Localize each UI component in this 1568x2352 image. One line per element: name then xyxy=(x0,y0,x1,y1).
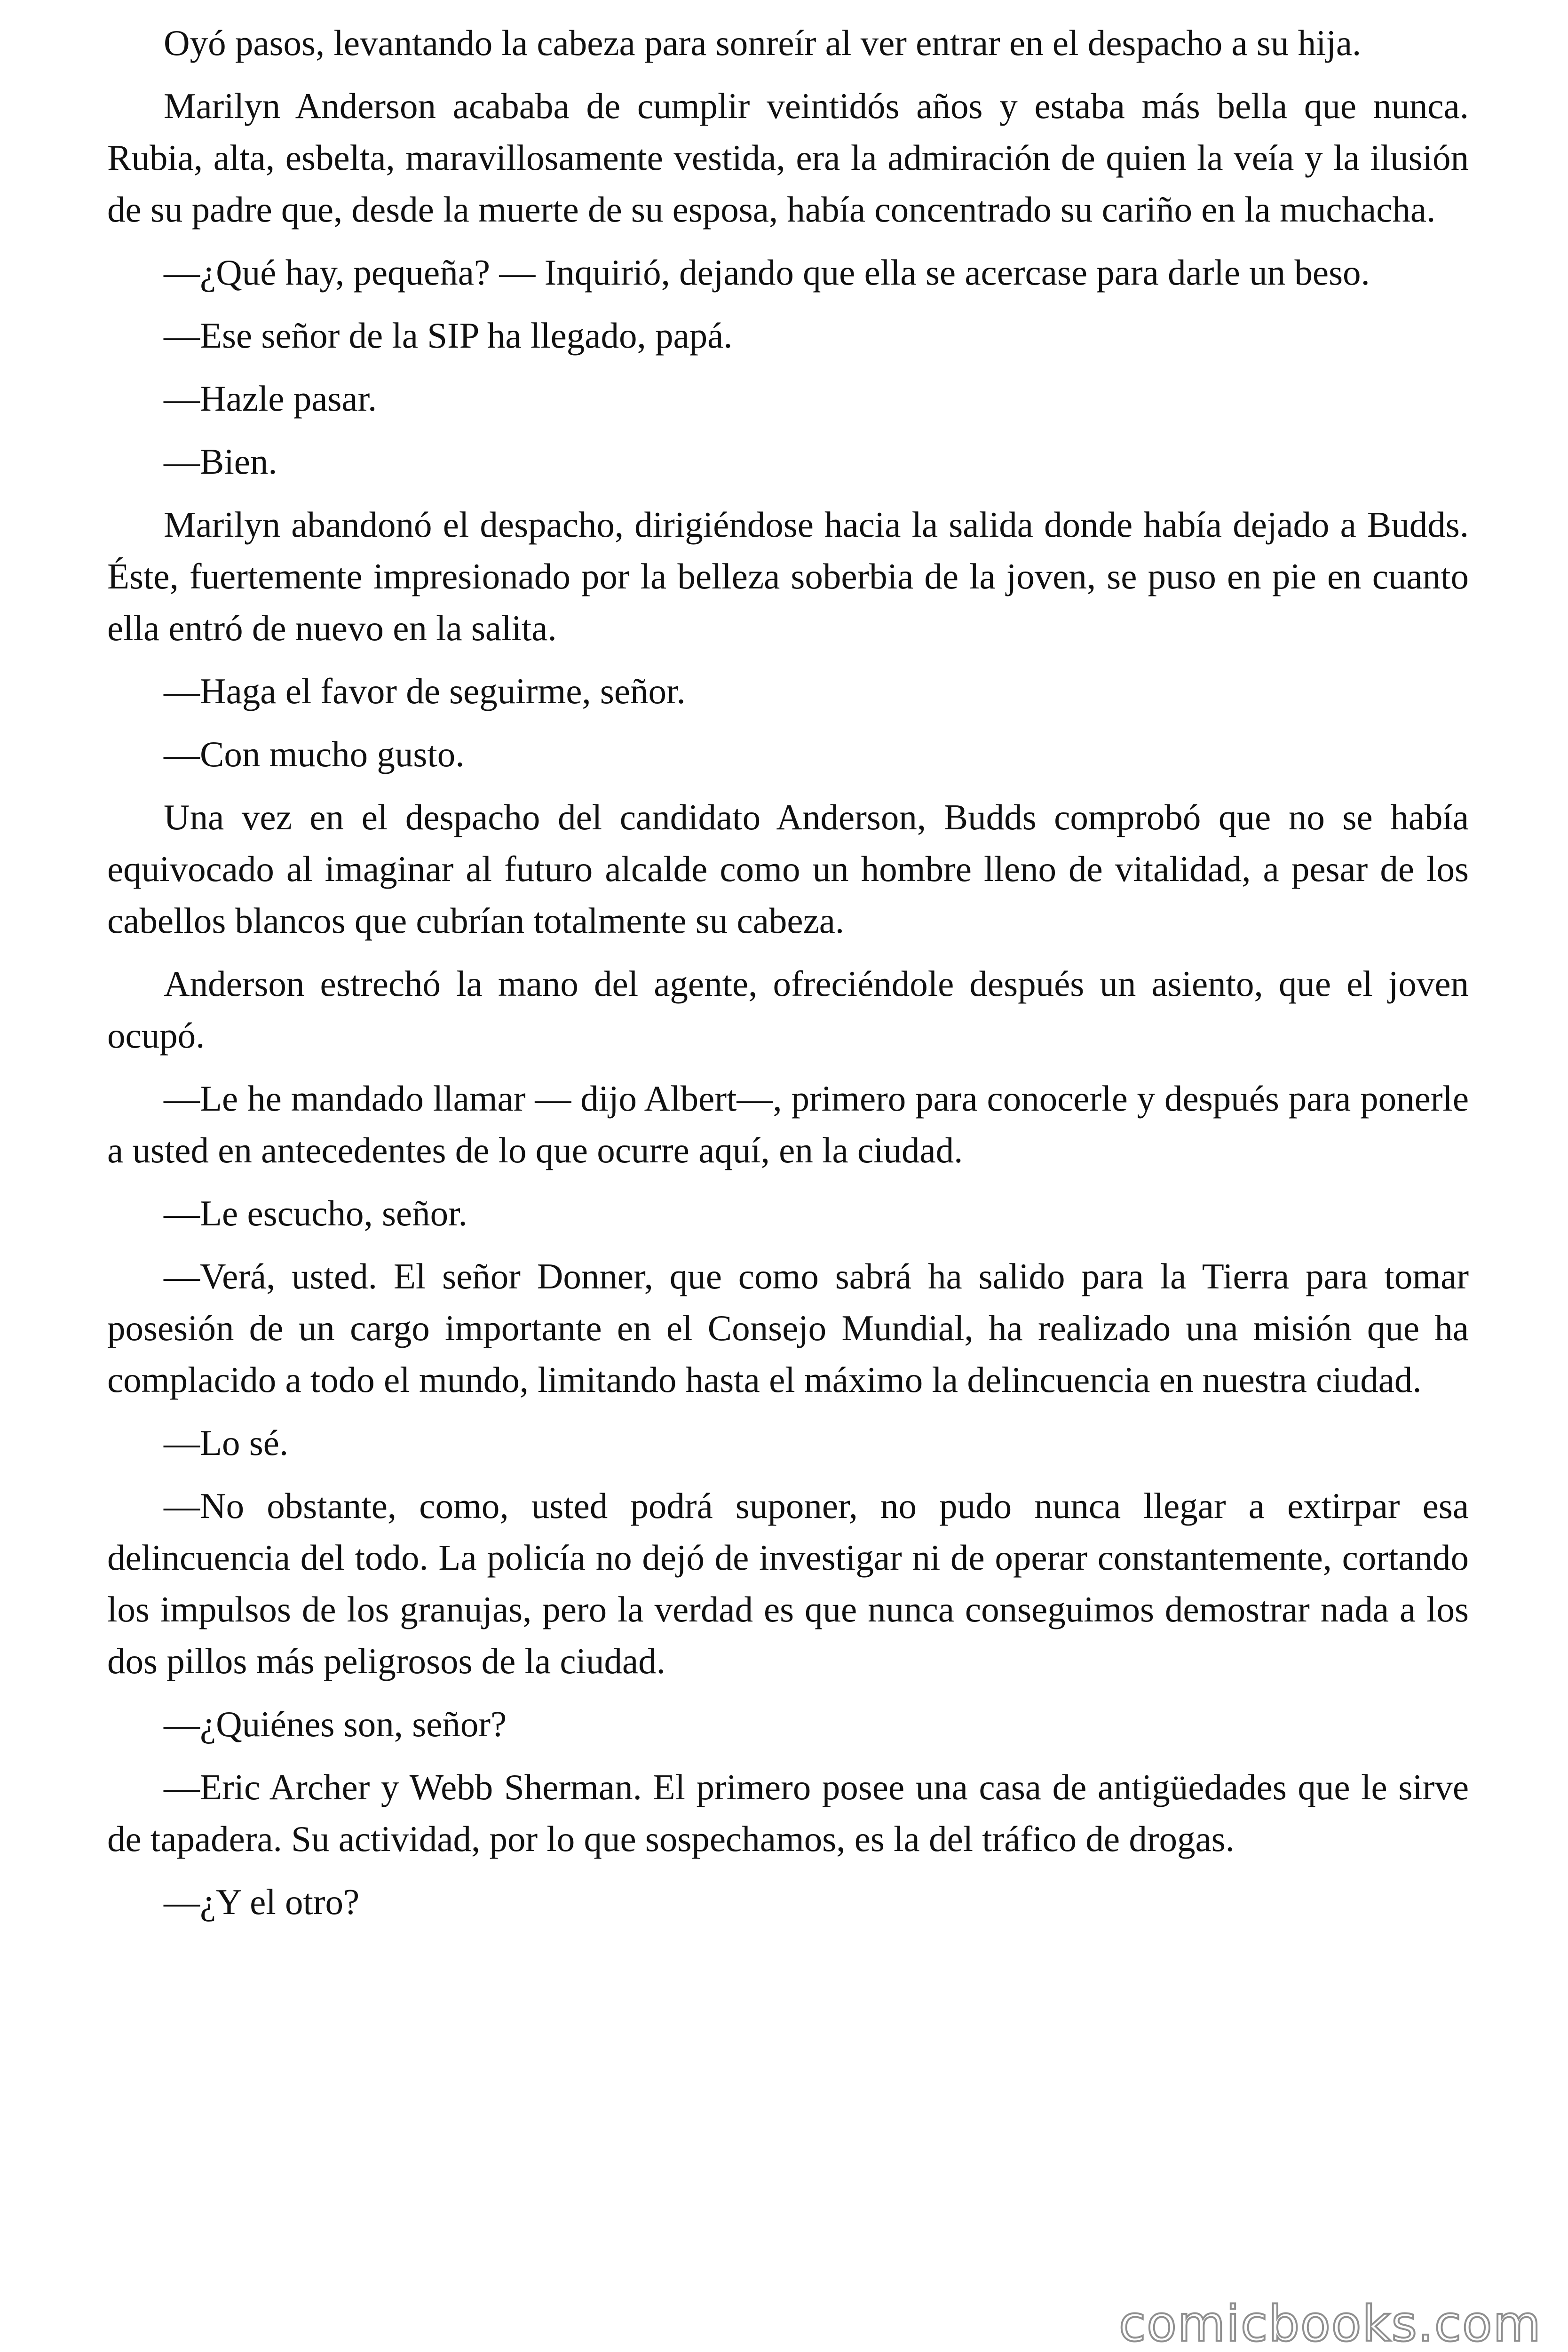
paragraph: —Hazle pasar. xyxy=(164,378,377,419)
paragraph: Marilyn abandonó el despacho, dirigiéndose hacia la salida donde había dejado a Budds. Éste, fuertemente impresionado por la belleza soberbia de la joven, se puso en pie en cuanto ella entró de nuevo en la salita. xyxy=(107,504,1469,648)
paragraph: —No obstante, como, usted podrá suponer, no pudo nunca llegar a extirpar esa delincuencia del todo. La policía no dejó de investigar ni de operar constantemente, cortando los impulsos de los granujas, pero la verdad es que nunca conseguimos demostrar nada a los dos pillos más peligrosos de la ciudad. xyxy=(107,1486,1469,1681)
paragraph: —Eric Archer y Webb Sherman. El primero posee una casa de antigüedades que le sirve de tapadera. Su actividad, por lo que sospechamos, es la del tráfico de drogas. xyxy=(107,1767,1469,1859)
paragraph: —Lo sé. xyxy=(164,1422,289,1463)
paragraph: Oyó pasos, levantando la cabeza para sonreír al ver entrar en el despacho a su hija. xyxy=(164,23,1362,63)
paragraph: —Bien. xyxy=(164,441,277,482)
paragraph: —Le he mandado llamar — dijo Albert—, primero para conocerle y después para ponerle a usted en antecedentes de lo que ocurre aquí, en la ciudad. xyxy=(107,1078,1469,1170)
page-body-text xyxy=(107,17,1469,1939)
paragraph: —Ese señor de la SIP ha llegado, papá. xyxy=(164,315,733,356)
paragraph: Una vez en el despacho del candidato Anderson, Budds comprobó que no se había equivocado al imaginar al futuro alcalde como un hombre lleno de vitalidad, a pesar de los cabellos blancos que cubrían totalmente su cabeza. xyxy=(107,797,1469,941)
paragraph: —¿Y el otro? xyxy=(164,1882,360,1922)
paragraph: —Haga el favor de seguirme, señor. xyxy=(164,671,686,711)
paragraph: —¿Qué hay, pequeña? — Inquirió, dejando que ella se acercase para darle un beso. xyxy=(164,252,1370,293)
paragraph: —¿Quiénes son, señor? xyxy=(164,1704,507,1744)
paragraph: Anderson estrechó la mano del agente, ofreciéndole después un asiento, que el joven ocupó. xyxy=(107,963,1469,1056)
paragraph: —Le escucho, señor. xyxy=(164,1193,467,1233)
watermark: comicbooks.com xyxy=(1118,2295,1542,2352)
paragraph: Marilyn Anderson acababa de cumplir veintidós años y estaba más bella que nunca. Rubia, alta, esbelta, maravillosamente vestida, era la admiración de quien la veía y la ilusión de su padre que, desde la muerte de su esposa, había concentrado su cariño en la muchacha. xyxy=(107,86,1469,230)
paragraph: —Con mucho gusto. xyxy=(164,734,465,774)
paragraph: —Verá, usted. El señor Donner, que como sabrá ha salido para la Tierra para tomar posesión de un cargo importante en el Consejo Mundial, ha realizado una misión que ha complacido a todo el mundo, limitando hasta el máximo la delincuencia en nuestra ciudad. xyxy=(107,1256,1469,1400)
